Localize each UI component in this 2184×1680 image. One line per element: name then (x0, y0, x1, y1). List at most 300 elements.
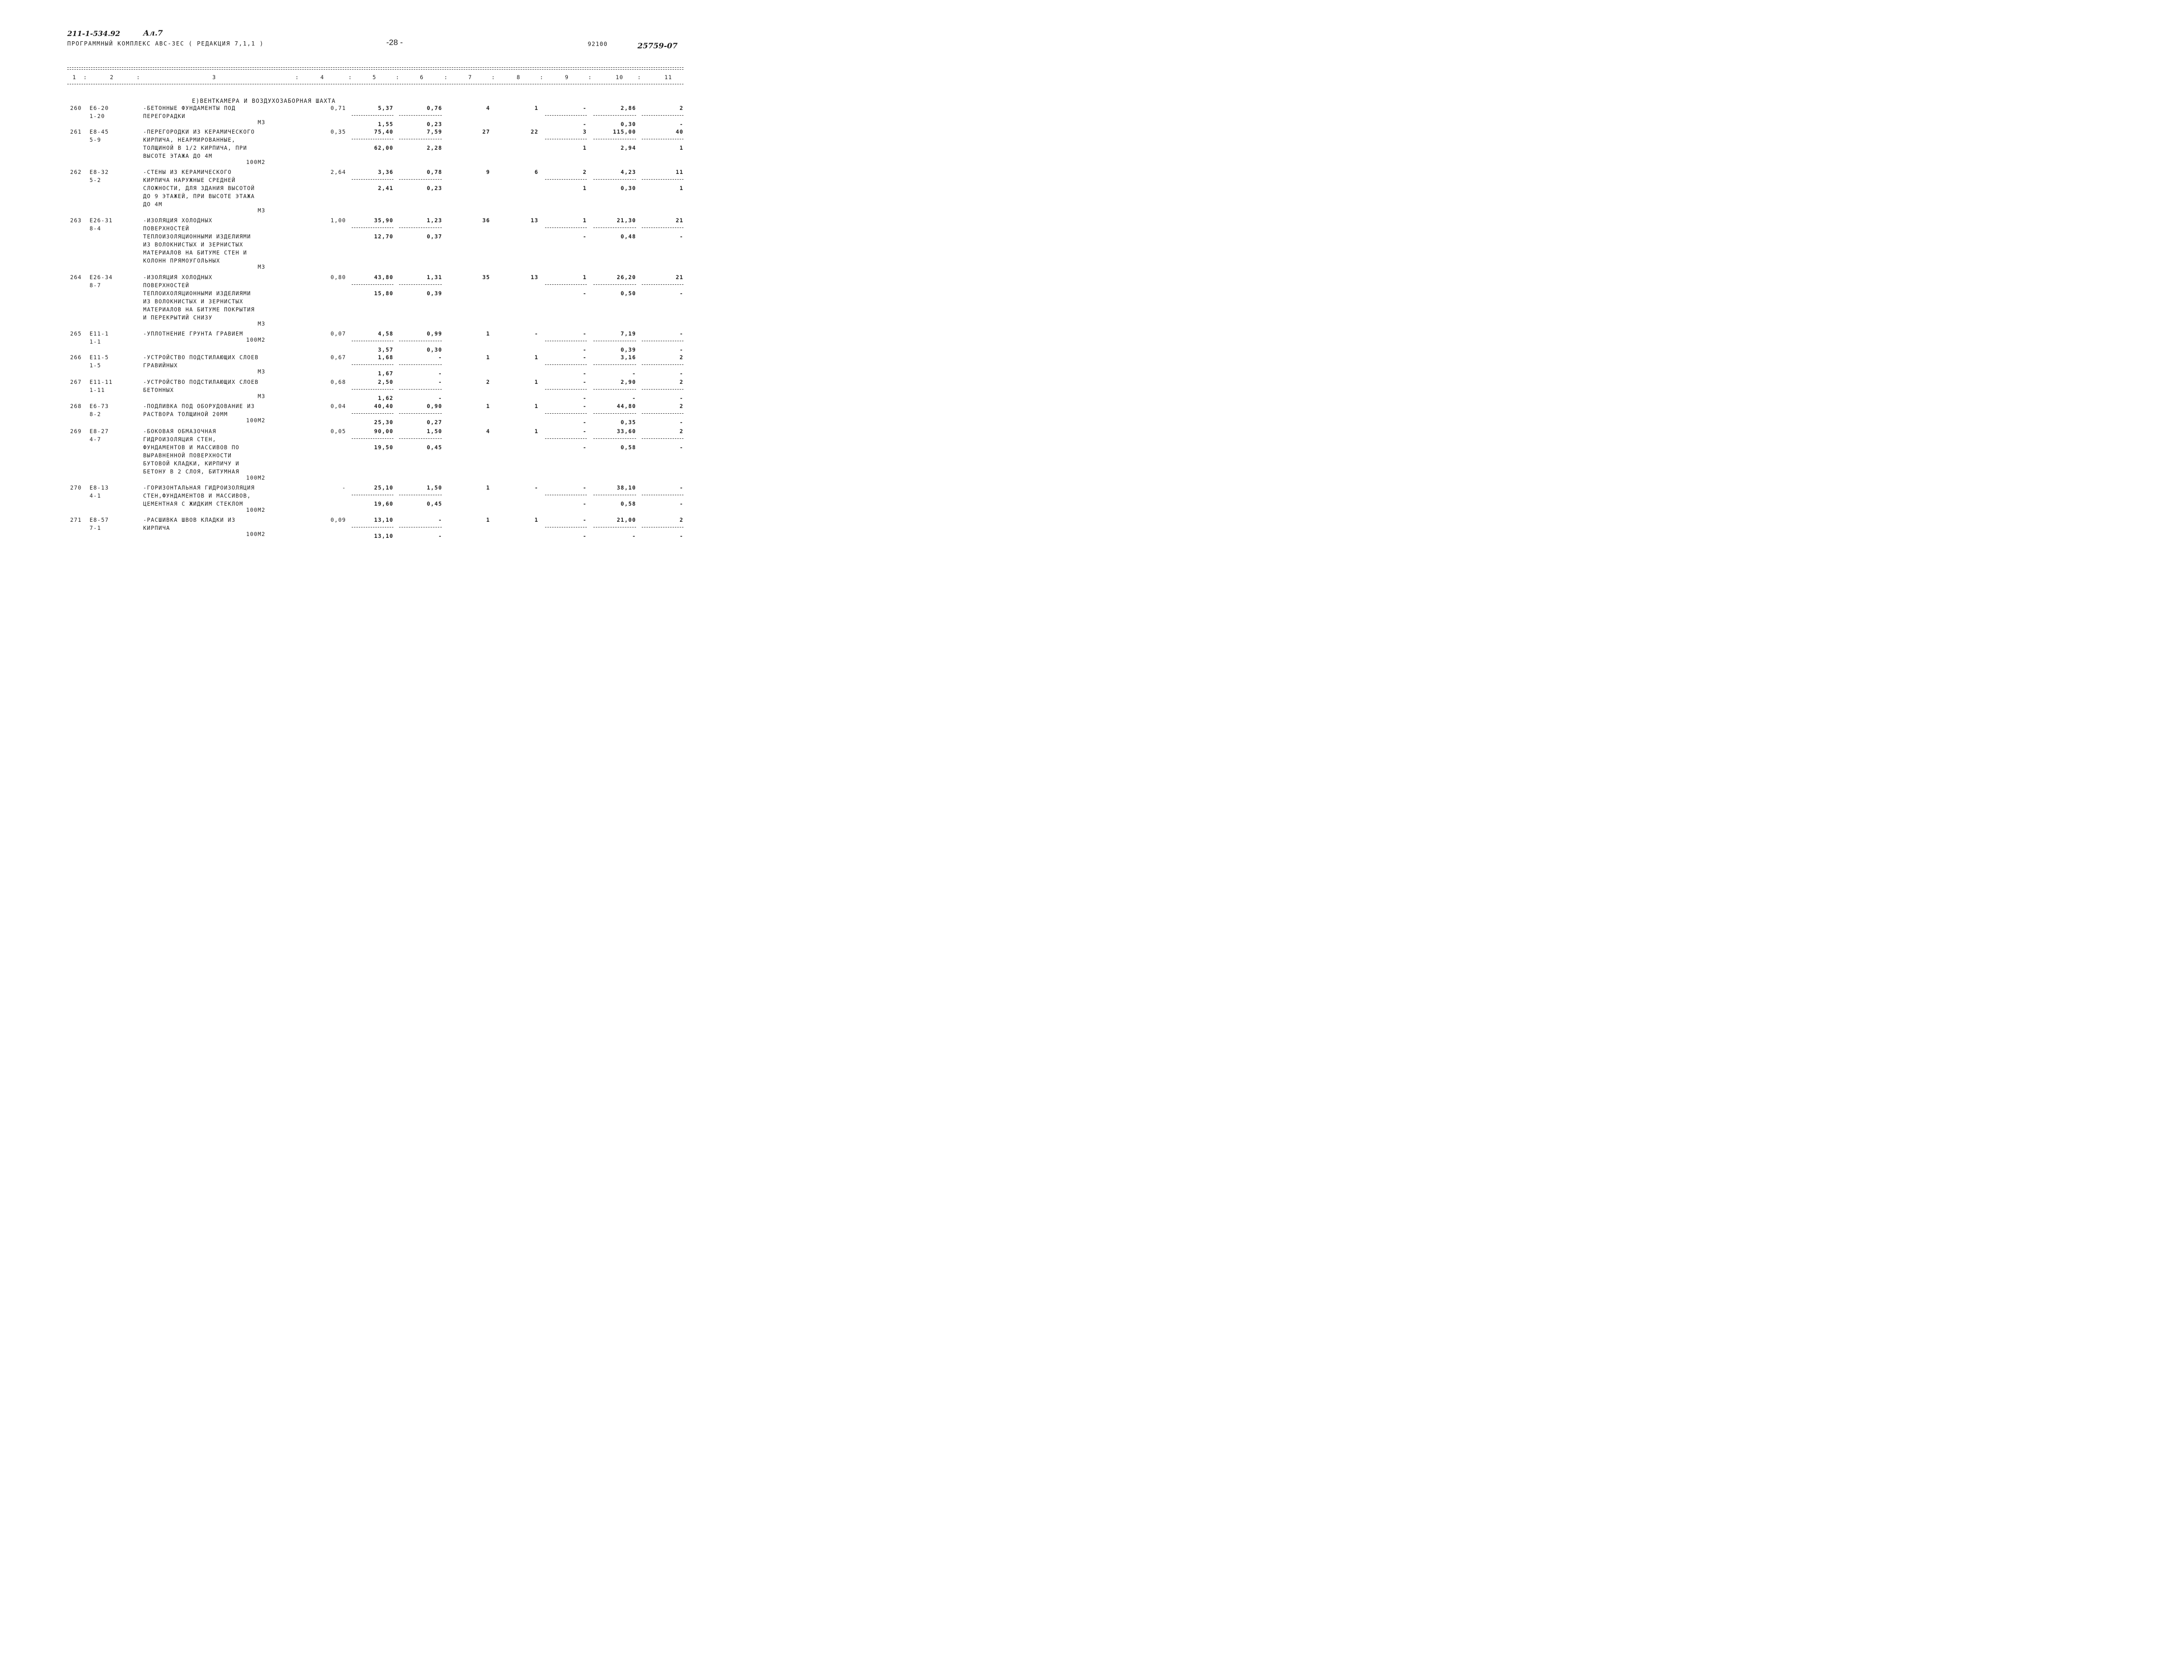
col10-value-bottom: 0,58 (620, 500, 636, 507)
col11-value-bottom: - (679, 121, 683, 127)
cell-divider (545, 179, 587, 180)
col9-value-bottom: - (582, 233, 587, 240)
cell-divider (399, 413, 442, 414)
unit-of-measure: М3 (257, 263, 265, 270)
col11-value-bottom: 1 (679, 145, 683, 151)
cell-divider (352, 413, 393, 414)
col6-value-top: 1,50 (427, 484, 442, 491)
unit-of-measure: М3 (257, 393, 265, 400)
col9-value-bottom: - (582, 444, 587, 451)
col4-value: 2,64 (330, 169, 346, 175)
col8-value: 22 (530, 128, 538, 135)
work-description-line: ИЗ ВОЛОКНИСТЫХ И ЗЕРНИСТЫХ (143, 241, 244, 248)
col9-value-bottom: - (582, 533, 587, 539)
col6-value-top: 1,23 (427, 217, 442, 224)
col10-value-bottom: - (632, 370, 636, 377)
col10-value-bottom: 2,94 (620, 145, 636, 151)
col11-value-top: 11 (675, 169, 683, 175)
unit-of-measure: М3 (257, 119, 265, 126)
work-description-line: ВЫРАВНЕННОЙ ПОВЕРХНОСТИ (143, 452, 232, 459)
col5-value-top: 75,40 (374, 128, 393, 135)
col6-value-bottom: 0,45 (427, 500, 442, 507)
cell-divider (642, 115, 683, 116)
col4-value: 0,35 (330, 128, 346, 135)
col6-value-bottom: 0,45 (427, 444, 442, 451)
col10-value-bottom: 0,58 (620, 444, 636, 451)
row-number: 264 (70, 274, 82, 281)
cell-divider (593, 115, 636, 116)
norm-subcode: 5-9 (90, 136, 101, 143)
work-description-line: -РАСШИВКА ШВОВ КЛАДКИ ИЗ (143, 517, 236, 523)
col7-value: 27 (482, 128, 490, 135)
sheet-number: Ал.7 (143, 28, 163, 37)
col9-value-bottom: - (582, 290, 587, 297)
col11-value-top: 2 (679, 403, 683, 409)
column-header-2: 2 (110, 74, 114, 81)
column-separator: : (491, 74, 496, 81)
col6-value-top: 0,78 (427, 169, 442, 175)
norm-subcode: 7-1 (90, 525, 101, 531)
cell-divider (642, 389, 683, 390)
work-description-line: -УСТРОЙСТВО ПОДСТИЛАЮЩИХ СЛОЕВ (143, 379, 259, 385)
row-number: 268 (70, 403, 82, 409)
col10-value-top: 38,10 (617, 484, 636, 491)
col5-value-bottom: 62,00 (374, 145, 393, 151)
col5-value-top: 4,58 (378, 330, 393, 337)
row-number: 265 (70, 330, 82, 337)
col11-value-bottom: - (679, 346, 683, 353)
col6-value-top: - (438, 517, 442, 523)
work-description-line: БЕТОНУ В 2 СЛОЯ, БИТУМНАЯ (143, 468, 240, 475)
doc-code-92100: 92100 (588, 41, 608, 47)
col5-value-top: 90,00 (374, 428, 393, 435)
column-separator: : (588, 74, 592, 81)
column-header-8: 8 (517, 74, 521, 81)
col5-value-bottom: 1,55 (378, 121, 393, 127)
unit-of-measure: 100М2 (246, 159, 265, 165)
norm-subcode: 4-1 (90, 492, 101, 499)
col11-value-bottom: - (679, 533, 683, 539)
col6-value-top: 7,59 (427, 128, 442, 135)
norm-code: Е8-13 (90, 484, 109, 491)
norm-subcode: 4-7 (90, 436, 101, 443)
col10-value-top: 2,90 (620, 379, 636, 385)
column-separator: : (136, 74, 141, 81)
col7-value: 2 (486, 379, 490, 385)
col8-value: 1 (534, 354, 538, 361)
row-number: 271 (70, 517, 82, 523)
col5-value-bottom: 1,67 (378, 370, 393, 377)
col9-value-top: - (582, 379, 587, 385)
section-title: Е)ВЕНТКАМЕРА И ВОЗДУХОЗАБОРНАЯ ШАХТА (192, 98, 336, 104)
work-description-line: БЕТОННЫХ (143, 387, 174, 393)
col5-value-top: 40,40 (374, 403, 393, 409)
work-description-line: ПЕРЕГОРАДКИ (143, 113, 186, 119)
col9-value-bottom: - (582, 121, 587, 127)
row-number: 266 (70, 354, 82, 361)
work-description-line: -ПЕРЕГОРОДКИ ИЗ КЕРАМИЧЕСКОГО (143, 128, 255, 135)
column-header-9: 9 (565, 74, 569, 81)
col9-value-bottom: - (582, 395, 587, 401)
col8-value: 1 (534, 105, 538, 111)
cell-divider (593, 389, 636, 390)
col11-value-top: 2 (679, 517, 683, 523)
col10-value-bottom: 0,39 (620, 346, 636, 353)
col6-value-bottom: 2,28 (427, 145, 442, 151)
work-description-line: ГИДРОИЗОЛЯЦИЯ СТЕН, (143, 436, 217, 443)
col11-value-top: 2 (679, 105, 683, 111)
col9-value-bottom: - (582, 500, 587, 507)
work-description-line: ПОВЕРХНОСТЕЙ (143, 282, 190, 289)
work-description-line: КИРПИЧА, НЕАРМИРОВАННЫЕ, (143, 136, 236, 143)
unit-of-measure: М3 (257, 207, 265, 214)
work-description-line: -УСТРОЙСТВО ПОДСТИЛАЮЩИХ СЛОЕВ (143, 354, 259, 361)
col5-value-bottom: 1,62 (378, 395, 393, 401)
unit-of-measure: 100М2 (246, 417, 265, 424)
cell-divider (352, 227, 393, 228)
col10-value-top: 4,23 (620, 169, 636, 175)
work-description-line: СТЕН,ФУНДАМЕНТОВ И МАССИВОВ, (143, 492, 251, 499)
col4-value: 0,09 (330, 517, 346, 523)
col5-value-bottom: 13,10 (374, 533, 393, 539)
col7-value: 1 (486, 484, 490, 491)
col6-value-top: 0,99 (427, 330, 442, 337)
cell-divider (545, 413, 587, 414)
cell-divider (399, 227, 442, 228)
norm-code: Е26-34 (90, 274, 113, 281)
cell-divider (399, 115, 442, 116)
col6-value-bottom: - (438, 395, 442, 401)
cell-divider (642, 284, 683, 285)
col7-value: 4 (486, 105, 490, 111)
col8-value: 1 (534, 379, 538, 385)
col5-value-bottom: 19,50 (374, 444, 393, 451)
column-header-5: 5 (373, 74, 377, 81)
work-description-line: ИЗ ВОЛОКНИСТЫХ И ЗЕРНИСТЫХ (143, 298, 244, 305)
work-description-line: ТОЛЩИНОЙ В 1/2 КИРПИЧА, ПРИ (143, 145, 247, 151)
col4-value: 0,80 (330, 274, 346, 281)
col5-value-top: 2,50 (378, 379, 393, 385)
col10-value-top: 33,60 (617, 428, 636, 435)
col5-value-top: 43,80 (374, 274, 393, 281)
norm-code: Е8-57 (90, 517, 109, 523)
norm-code: Е11-1 (90, 330, 109, 337)
column-header-6: 6 (420, 74, 424, 81)
col9-value-top: - (582, 403, 587, 409)
column-separator: : (83, 74, 88, 81)
cell-divider (352, 364, 393, 365)
column-header-1: 1 (73, 74, 77, 81)
column-separator: : (295, 74, 300, 81)
col4-value: - (342, 484, 346, 491)
col11-value-bottom: - (679, 419, 683, 426)
col6-value-bottom: 0,39 (427, 290, 442, 297)
col11-value-bottom: - (679, 500, 683, 507)
col8-value: - (534, 330, 538, 337)
row-number: 260 (70, 105, 82, 111)
unit-of-measure: М3 (257, 320, 265, 327)
cell-divider (642, 413, 683, 414)
cell-divider (642, 179, 683, 180)
unit-of-measure: 100М2 (246, 507, 265, 513)
col10-value-bottom: 0,30 (620, 121, 636, 127)
work-description-line: И ПЕРЕКРЫТИЙ СНИЗУ (143, 314, 213, 321)
norm-subcode: 1-1 (90, 338, 101, 345)
cell-divider (642, 227, 683, 228)
archive-number: 25759-07 (637, 41, 678, 50)
document-code: 211-1-534.92 (67, 29, 120, 38)
work-description-line: -ИЗОЛЯЦИЯ ХОЛОДНЫХ (143, 217, 213, 224)
work-description-line: МАТЕРИАЛОВ НА БИТУМЕ СТЕН И (143, 249, 247, 256)
col11-value-bottom: - (679, 370, 683, 377)
col9-value-bottom: - (582, 346, 587, 353)
col11-value-top: 2 (679, 379, 683, 385)
col11-value-top: 21 (675, 274, 683, 281)
col10-value-bottom: - (632, 533, 636, 539)
col5-value-bottom: 3,57 (378, 346, 393, 353)
column-header-10: 10 (616, 74, 624, 81)
col10-value-top: 7,19 (620, 330, 636, 337)
unit-of-measure: 100М2 (246, 336, 265, 343)
col4-value: 0,71 (330, 105, 346, 111)
cell-divider (545, 389, 587, 390)
work-description-line: БУТОВОЙ КЛАДКИ, КИРПИЧУ И (143, 460, 240, 467)
col9-value-bottom: 1 (582, 185, 587, 191)
col5-value-top: 1,68 (378, 354, 393, 361)
work-description-line: ГРАВИЙНЫХ (143, 362, 178, 369)
col5-value-bottom: 25,30 (374, 419, 393, 426)
norm-subcode: 8-4 (90, 225, 101, 232)
col10-value-top: 44,80 (617, 403, 636, 409)
col11-value-bottom: - (679, 290, 683, 297)
cell-divider (399, 284, 442, 285)
col5-value-top: 35,90 (374, 217, 393, 224)
col8-value: 13 (530, 274, 538, 281)
col5-value-bottom: 2,41 (378, 185, 393, 191)
col9-value-bottom: 1 (582, 145, 587, 151)
col11-value-top: 21 (675, 217, 683, 224)
row-number: 261 (70, 128, 82, 135)
col10-value-bottom: 0,48 (620, 233, 636, 240)
col6-value-top: - (438, 379, 442, 385)
col10-value-top: 3,16 (620, 354, 636, 361)
work-description-line: СЛОЖНОСТИ, ДЛЯ ЗДАНИЯ ВЫСОТОЙ (143, 185, 255, 191)
col6-value-top: 1,31 (427, 274, 442, 281)
norm-code: Е8-45 (90, 128, 109, 135)
col8-value: 1 (534, 517, 538, 523)
col5-value-bottom: 12,70 (374, 233, 393, 240)
column-separator: : (396, 74, 400, 81)
col11-value-top: 2 (679, 428, 683, 435)
col6-value-bottom: 0,23 (427, 121, 442, 127)
norm-subcode: 8-7 (90, 282, 101, 289)
norm-code: Е6-73 (90, 403, 109, 409)
col9-value-top: - (582, 105, 587, 111)
cell-divider (642, 438, 683, 439)
work-description-line: ДО 9 ЭТАЖЕЙ, ПРИ ВЫСОТЕ ЭТАЖА (143, 193, 255, 200)
col11-value-top: 40 (675, 128, 683, 135)
col10-value-top: 2,86 (620, 105, 636, 111)
cell-divider (399, 389, 442, 390)
col5-value-bottom: 19,60 (374, 500, 393, 507)
column-header-4: 4 (320, 74, 325, 81)
col8-value: 1 (534, 428, 538, 435)
work-description-line: ТЕПЛОИЗОЛЯЦИОННЫМИ ИЗДЕЛИЯМИ (143, 233, 251, 240)
col6-value-bottom: 0,30 (427, 346, 442, 353)
norm-code: Е11-5 (90, 354, 109, 361)
col9-value-bottom: - (582, 419, 587, 426)
col8-value: 13 (530, 217, 538, 224)
work-description-line: ФУНДАМЕНТОВ И МАССИВОВ ПО (143, 444, 240, 451)
norm-subcode: 1-20 (90, 113, 105, 119)
work-description-line: ЦЕМЕНТНАЯ С ЖИДКИМ СТЕКЛОМ (143, 500, 244, 507)
work-description-line: ТЕПЛОИХОЛЯЦИОННЫМИ ИЗДЕЛИЯМИ (143, 290, 251, 297)
col9-value-top: 1 (582, 217, 587, 224)
cell-divider (593, 364, 636, 365)
col11-value-top: 2 (679, 354, 683, 361)
cell-divider (593, 179, 636, 180)
table-top-rule-2 (67, 69, 683, 70)
col11-value-top: - (679, 484, 683, 491)
work-description-line: -БЕТОННЫЕ ФУНДАМЕНТЫ ПОД (143, 105, 236, 111)
col7-value: 36 (482, 217, 490, 224)
cell-divider (642, 364, 683, 365)
cell-divider (545, 438, 587, 439)
col5-value-top: 25,10 (374, 484, 393, 491)
col10-value-bottom: - (632, 395, 636, 401)
column-separator: : (348, 74, 353, 81)
work-description-line: ВЫСОТЕ ЭТАЖА ДО 4М (143, 153, 213, 159)
col4-value: 0,67 (330, 354, 346, 361)
col7-value: 1 (486, 330, 490, 337)
work-description-line: -БОКОВАЯ ОБМАЗОЧНАЯ (143, 428, 217, 435)
col7-value: 1 (486, 354, 490, 361)
col6-value-bottom: 0,23 (427, 185, 442, 191)
col10-value-top: 26,20 (617, 274, 636, 281)
col6-value-bottom: 0,27 (427, 419, 442, 426)
col10-value-bottom: 0,50 (620, 290, 636, 297)
cell-divider (352, 438, 393, 439)
work-description-line: ДО 4М (143, 201, 163, 208)
cell-divider (399, 179, 442, 180)
work-description-line: -ПОДЛИВКА ПОД ОБОРУДОВАНИЕ ИЗ (143, 403, 255, 409)
col5-value-top: 13,10 (374, 517, 393, 523)
col11-value-bottom: - (679, 444, 683, 451)
col4-value: 1,00 (330, 217, 346, 224)
row-number: 267 (70, 379, 82, 385)
row-number: 270 (70, 484, 82, 491)
col7-value: 9 (486, 169, 490, 175)
unit-of-measure: 100М2 (246, 474, 265, 481)
col6-value-top: - (438, 354, 442, 361)
col4-value: 0,07 (330, 330, 346, 337)
col9-value-top: 2 (582, 169, 587, 175)
norm-subcode: 1-5 (90, 362, 101, 369)
col6-value-top: 1,50 (427, 428, 442, 435)
row-number: 269 (70, 428, 82, 435)
work-description-line: КОЛОНН ПРЯМОУГОЛЬНЫХ (143, 257, 220, 264)
column-header-11: 11 (664, 74, 673, 81)
cell-divider (593, 284, 636, 285)
col9-value-top: - (582, 428, 587, 435)
cell-divider (545, 284, 587, 285)
col10-value-top: 21,30 (617, 217, 636, 224)
unit-of-measure: 100М2 (246, 531, 265, 537)
col4-value: 0,68 (330, 379, 346, 385)
cell-divider (352, 179, 393, 180)
cell-divider (593, 438, 636, 439)
norm-subcode: 5-2 (90, 177, 101, 183)
norm-subcode: 1-11 (90, 387, 105, 393)
row-number: 263 (70, 217, 82, 224)
column-header-3: 3 (212, 74, 217, 81)
unit-of-measure: М3 (257, 368, 265, 375)
norm-code: Е11-11 (90, 379, 113, 385)
col9-value-top: - (582, 517, 587, 523)
col9-value-top: 1 (582, 274, 587, 281)
col7-value: 1 (486, 403, 490, 409)
norm-subcode: 8-2 (90, 411, 101, 418)
cell-divider (593, 413, 636, 414)
col4-value: 0,05 (330, 428, 346, 435)
column-separator: : (540, 74, 544, 81)
table-top-rule (67, 67, 683, 68)
col4-value: 0,04 (330, 403, 346, 409)
cell-divider (352, 389, 393, 390)
work-description-line: РАСТВОРА ТОЛЩИНОЙ 20ММ (143, 411, 228, 418)
cell-divider (352, 115, 393, 116)
cell-divider (399, 364, 442, 365)
column-separator: : (444, 74, 448, 81)
col6-value-bottom: - (438, 533, 442, 539)
cell-divider (545, 115, 587, 116)
col6-value-bottom: 0,37 (427, 233, 442, 240)
col6-value-top: 0,90 (427, 403, 442, 409)
work-description-line: -ИЗОЛЯЦИЯ ХОЛОДНЫХ (143, 274, 213, 281)
col7-value: 1 (486, 517, 490, 523)
work-description-line: КИРПИЧА НАРУЖНЫЕ СРЕДНЕЙ (143, 177, 236, 183)
col9-value-top: - (582, 484, 587, 491)
col10-value-bottom: 0,30 (620, 185, 636, 191)
col10-value-bottom: 0,35 (620, 419, 636, 426)
norm-code: Е26-31 (90, 217, 113, 224)
col11-value-bottom: 1 (679, 185, 683, 191)
norm-code: Е8-32 (90, 169, 109, 175)
row-number: 262 (70, 169, 82, 175)
work-description-line: -УПЛОТНЕНИЕ ГРУНТА ГРАВИЕМ (143, 330, 244, 337)
work-description-line: -ГОРИЗОНТАЛЬНАЯ ГИДРОИЗОЛЯЦИЯ (143, 484, 255, 491)
col5-value-bottom: 15,80 (374, 290, 393, 297)
column-separator: : (637, 74, 642, 81)
column-header-7: 7 (468, 74, 473, 81)
col8-value: - (534, 484, 538, 491)
col10-value-top: 115,00 (613, 128, 636, 135)
col11-value-top: - (679, 330, 683, 337)
page-number: -28 - (386, 38, 403, 47)
cell-divider (593, 227, 636, 228)
norm-code: Е8-27 (90, 428, 109, 435)
col7-value: 35 (482, 274, 490, 281)
col9-value-top: 3 (582, 128, 587, 135)
col6-value-bottom: - (438, 370, 442, 377)
col11-value-bottom: - (679, 395, 683, 401)
cell-divider (545, 227, 587, 228)
work-description-line: МАТЕРИАЛОВ НА БИТУМЕ ПОКРЫТИЯ (143, 306, 255, 313)
col7-value: 4 (486, 428, 490, 435)
col9-value-top: - (582, 330, 587, 337)
col5-value-top: 3,36 (378, 169, 393, 175)
col5-value-top: 5,37 (378, 105, 393, 111)
